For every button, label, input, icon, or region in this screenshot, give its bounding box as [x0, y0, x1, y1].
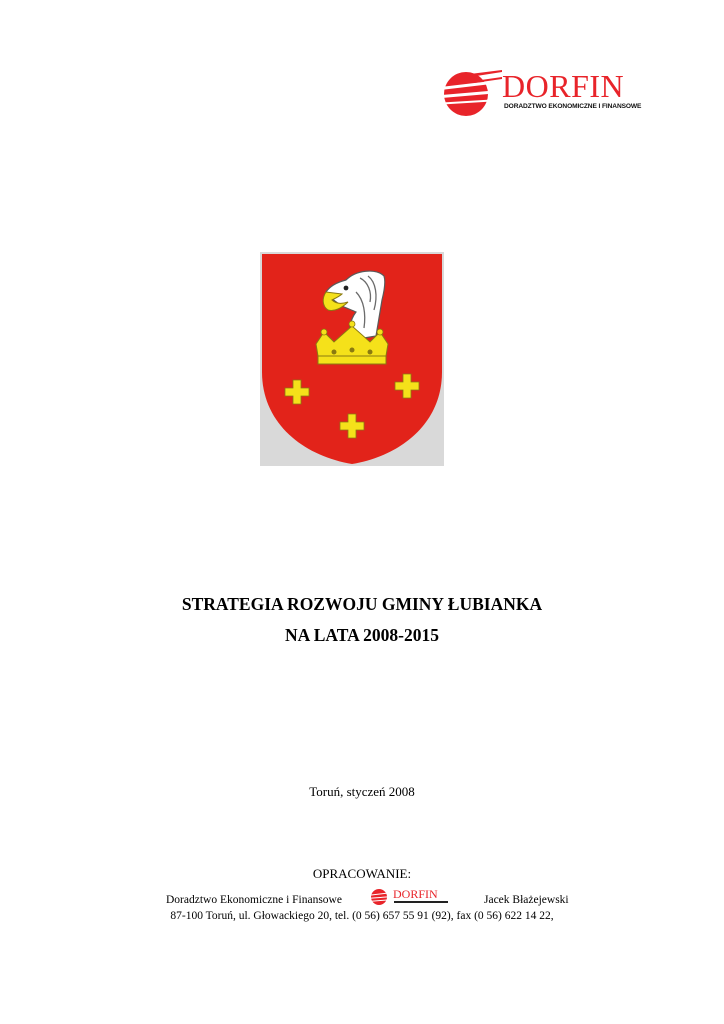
- contact-person: Jacek Błażejewski: [484, 894, 569, 906]
- coat-of-arms-icon: [260, 252, 444, 466]
- dorfin-small-logo: [366, 887, 450, 907]
- prepared-label: OPRACOWANIE:: [312, 866, 412, 881]
- dorfin-logo-icon: [430, 68, 502, 118]
- company-name: Doradztwo Ekonomiczne i Finansowe: [166, 894, 342, 906]
- small-logo-tagline-bar: [394, 901, 448, 903]
- document-title: STRATEGIA ROZWOJU GMINY ŁUBIANKA: [181, 594, 543, 614]
- dorfin-small-logo-icon: [366, 887, 393, 906]
- logo-tagline: DORADZTWO EKONOMICZNE I FINANSOWE: [504, 103, 642, 110]
- company-address: 87-100 Toruń, ul. Głowackiego 20, tel. (0 56) 657 55 91 (92), fax (0 56) 622 14 22,: [170, 910, 554, 922]
- logo-name: DORFIN: [502, 68, 625, 104]
- small-logo-name: DORFIN: [393, 887, 438, 901]
- document-subtitle: NA LATA 2008-2015: [285, 625, 439, 645]
- place-date: Toruń, styczeń 2008: [309, 784, 415, 799]
- dorfin-logo: [430, 68, 652, 118]
